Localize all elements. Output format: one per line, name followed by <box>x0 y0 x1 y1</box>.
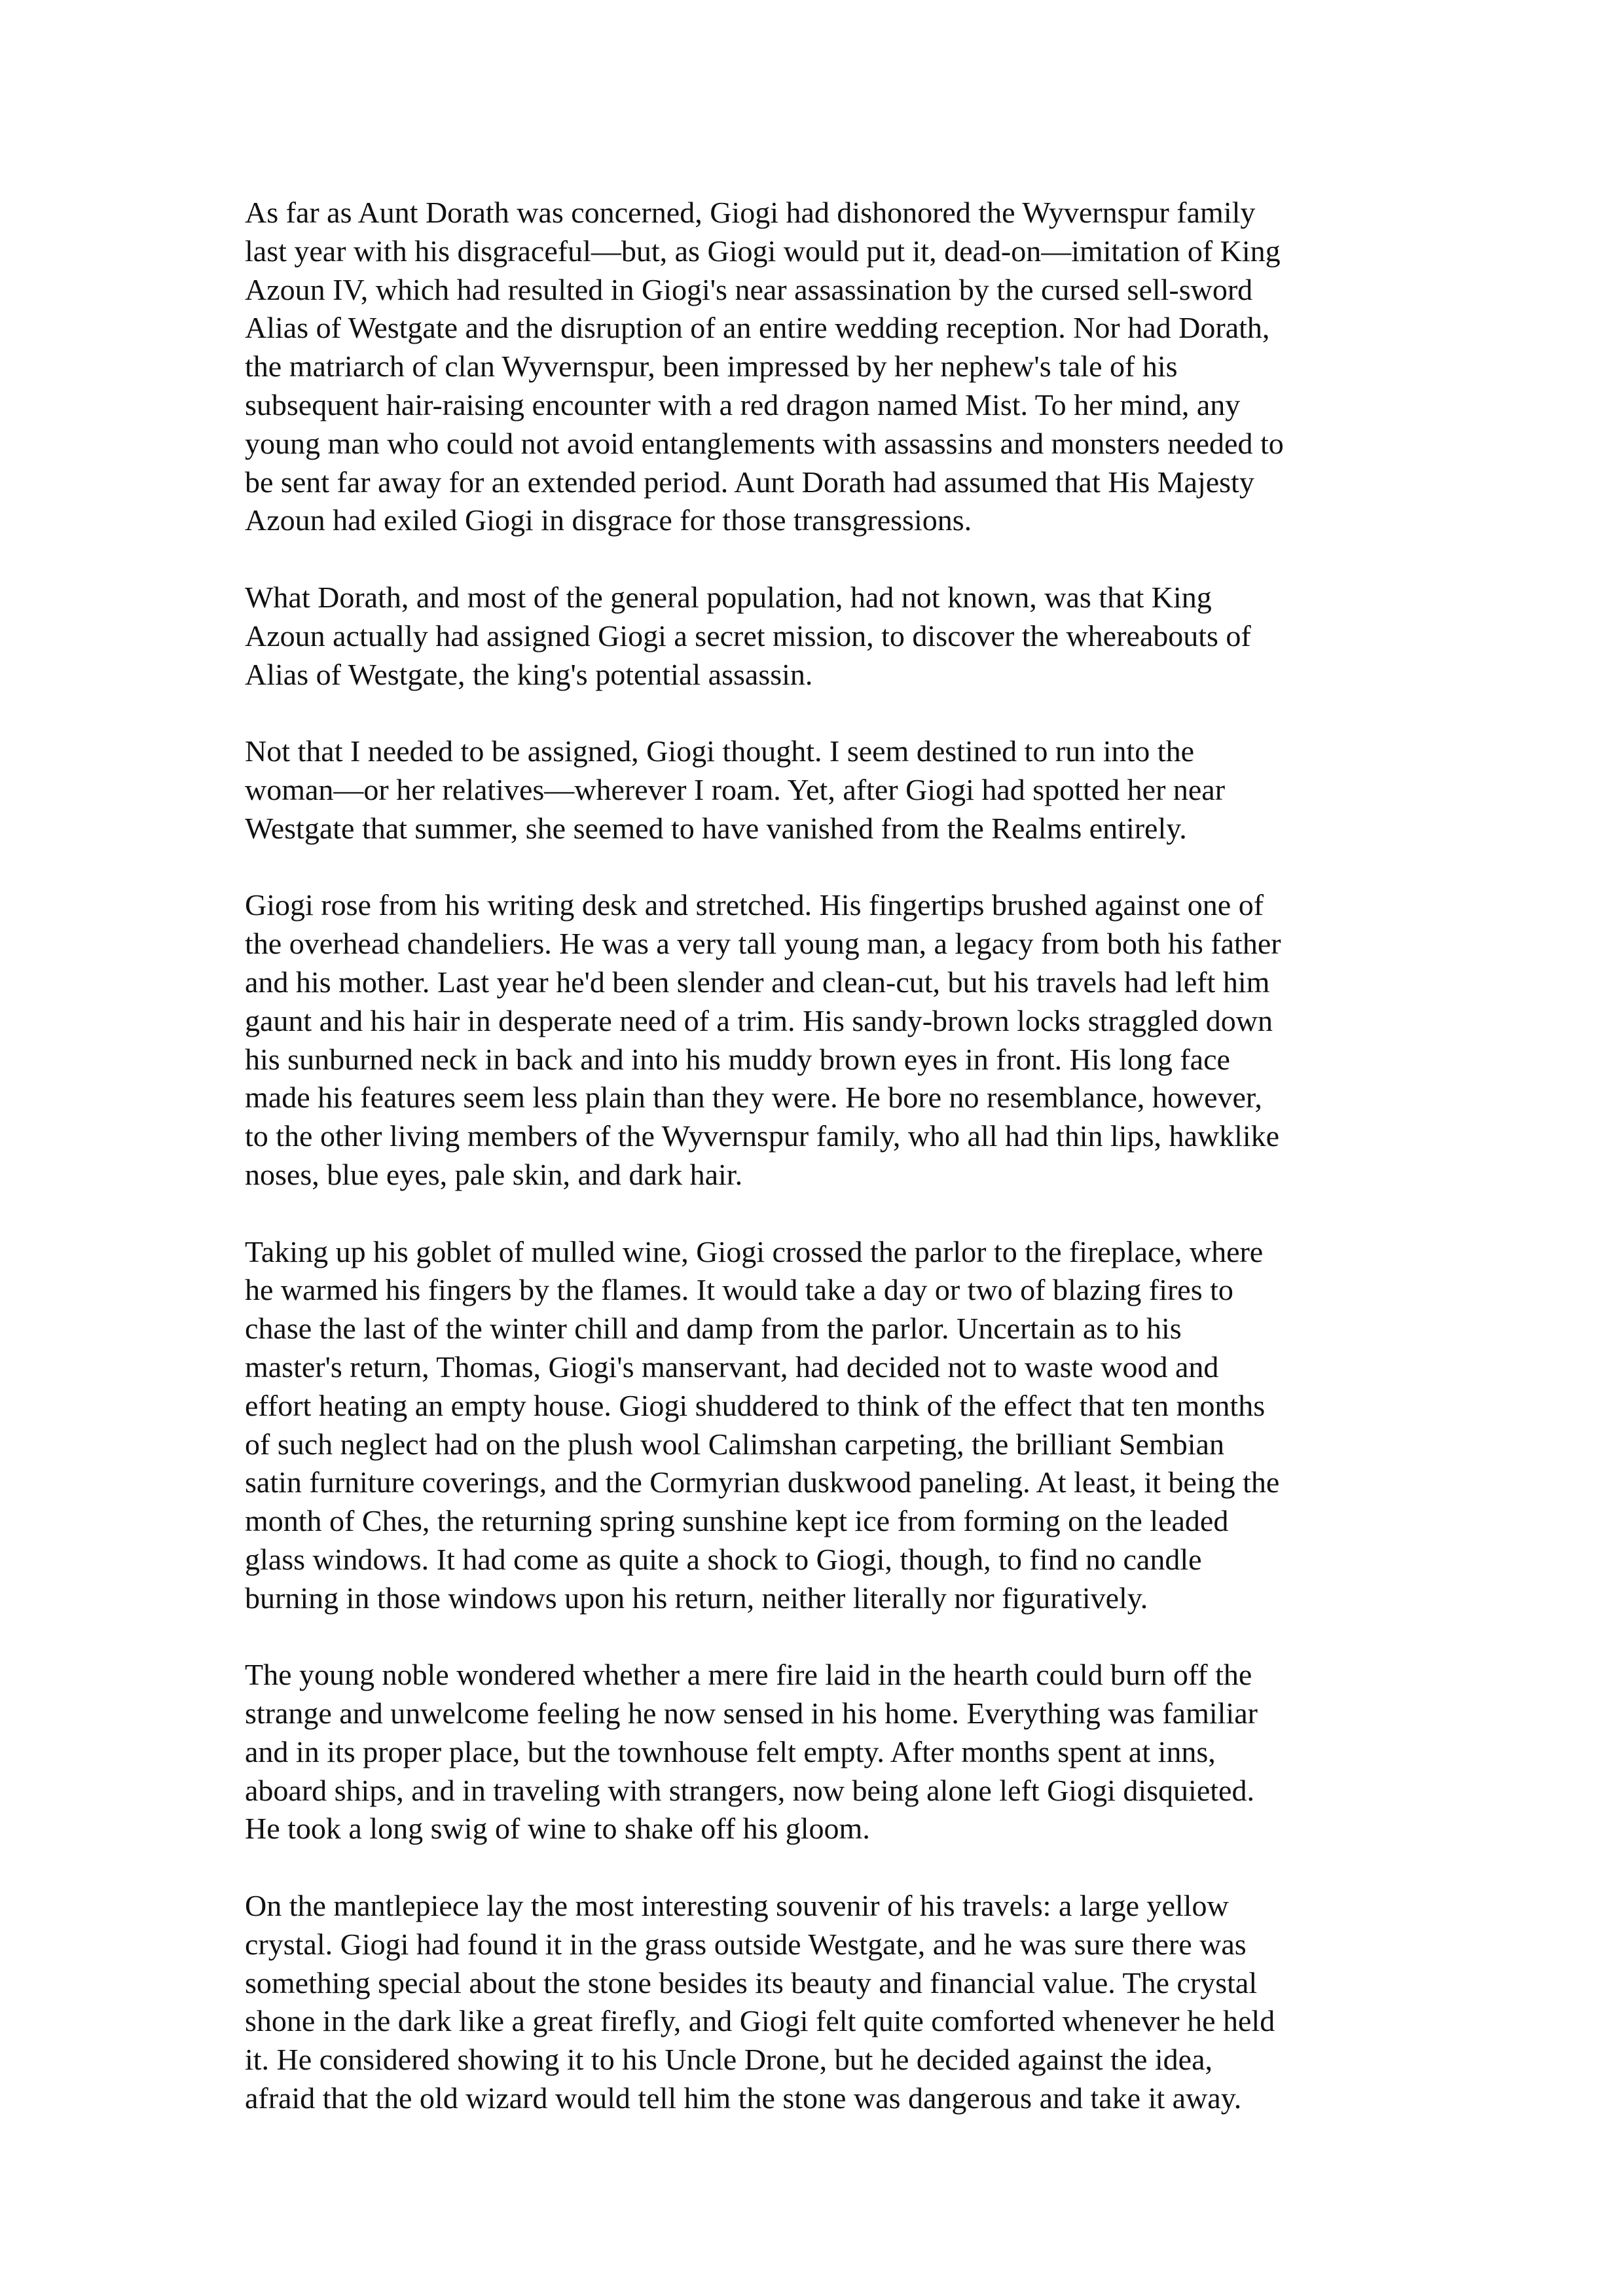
text-line: Not that I needed to be assigned, Giogi thought. I seem destined to run into the <box>245 734 1194 768</box>
text-line: gaunt and his hair in desperate need of a trim. His sandy-brown locks straggled down <box>245 1003 1273 1037</box>
text-line: it. He considered showing it to his Uncle Drone, but he decided against the idea, <box>245 2043 1213 2077</box>
text-line: Azoun actually had assigned Giogi a secret mission, to discover the whereabouts of <box>245 619 1251 653</box>
text-line: woman—or her relatives—wherever I roam. Yet, after Giogi had spotted her near <box>245 772 1226 806</box>
text-line: Westgate that summer, she seemed to have vanished from the Realms entirely. <box>245 811 1187 845</box>
paragraph <box>245 1887 1397 2118</box>
paragraph <box>245 1656 1397 1848</box>
text-line: be sent far away for an extended period. Aunt Dorath had assumed that His Majesty <box>245 465 1254 499</box>
text-line: chase the last of the winter chill and damp from the parlor. Uncertain as to his <box>245 1312 1182 1346</box>
text-line: He took a long swig of wine to shake off his gloom. <box>245 1812 870 1846</box>
paragraph <box>245 1233 1397 1618</box>
text-line: shone in the dark like a great firefly, and Giogi felt quite comforted whenever he held <box>245 2004 1275 2038</box>
text-line: to the other living members of the Wyvernspur family, who all had thin lips, hawklike <box>245 1119 1280 1153</box>
text-line: afraid that the old wizard would tell him the stone was dangerous and take it away. <box>245 2081 1242 2115</box>
text-line: As far as Aunt Dorath was concerned, Giogi had dishonored the Wyvernspur family <box>245 196 1256 229</box>
text-line: and in its proper place, but the townhouse felt empty. After months spent at inns, <box>245 1734 1216 1768</box>
text-line: subsequent hair-raising encounter with a red dragon named Mist. To her mind, any <box>245 387 1241 422</box>
text-line: Giogi rose from his writing desk and stretched. His fingertips brushed against one of <box>245 888 1264 922</box>
text-line: glass windows. It had come as quite a shock to Giogi, though, to find no candle <box>245 1542 1202 1576</box>
paragraph <box>245 579 1397 694</box>
text-line: the overhead chandeliers. He was a very tall young man, a legacy from both his father <box>245 927 1281 961</box>
text-line: he warmed his fingers by the flames. It would take a day or two of blazing fires to <box>245 1273 1233 1307</box>
text-line: Taking up his goblet of mulled wine, Giogi crossed the parlor to the fireplace, where <box>245 1234 1264 1268</box>
text-line: burning in those windows upon his return, neither literally nor figuratively. <box>245 1581 1148 1615</box>
body-text <box>245 194 1397 2157</box>
text-line: the matriarch of clan Wyvernspur, been impressed by her nephew's tale of his <box>245 350 1178 384</box>
text-line: Alias of Westgate and the disruption of an entire wedding reception. Nor had Dorath, <box>245 311 1270 345</box>
paragraph <box>245 194 1397 540</box>
paragraph <box>245 732 1397 848</box>
text-line: noses, blue eyes, pale skin, and dark hair. <box>245 1157 743 1191</box>
text-line: master's return, Thomas, Giogi's manservant, had decided not to waste wood and <box>245 1350 1219 1384</box>
text-line: of such neglect had on the plush wool Calimshan carpeting, the brilliant Sembian <box>245 1427 1224 1461</box>
text-line: Azoun IV, which had resulted in Giogi's near assassination by the cursed sell-sword <box>245 272 1253 306</box>
text-line: aboard ships, and in traveling with strangers, now being alone left Giogi disquieted. <box>245 1773 1254 1807</box>
text-line: and his mother. Last year he'd been slender and clean-cut, but his travels had left him <box>245 965 1270 999</box>
text-line: satin furniture coverings, and the Cormyrian duskwood paneling. At least, it being the <box>245 1465 1280 1499</box>
text-line: strange and unwelcome feeling he now sensed in his home. Everything was familiar <box>245 1696 1258 1731</box>
text-line: effort heating an empty house. Giogi shuddered to think of the effect that ten months <box>245 1388 1266 1422</box>
text-line: Azoun had exiled Giogi in disgrace for those transgressions. <box>245 503 972 537</box>
paragraph <box>245 886 1397 1194</box>
text-line: something special about the stone besides its beauty and financial value. The crystal <box>245 1965 1258 2000</box>
text-line: his sunburned neck in back and into his muddy brown eyes in front. His long face <box>245 1042 1230 1076</box>
text-line: Alias of Westgate, the king's potential assassin. <box>245 657 813 691</box>
text-line: young man who could not avoid entanglements with assassins and monsters needed to <box>245 426 1284 460</box>
text-line: On the mantlepiece lay the most interesting souvenir of his travels: a large yellow <box>245 1889 1229 1923</box>
text-line: last year with his disgraceful—but, as Giogi would put it, dead-on—imitation of King <box>245 234 1281 268</box>
text-line: month of Ches, the returning spring sunshine kept ice from forming on the leaded <box>245 1504 1229 1538</box>
text-line: made his features seem less plain than they were. He bore no resemblance, however, <box>245 1081 1262 1115</box>
text-line: What Dorath, and most of the general population, had not known, was that King <box>245 580 1212 614</box>
text-line: crystal. Giogi had found it in the grass outside Westgate, and he was sure there was <box>245 1927 1247 1961</box>
text-line: The young noble wondered whether a mere fire laid in the hearth could burn off the <box>245 1658 1252 1692</box>
